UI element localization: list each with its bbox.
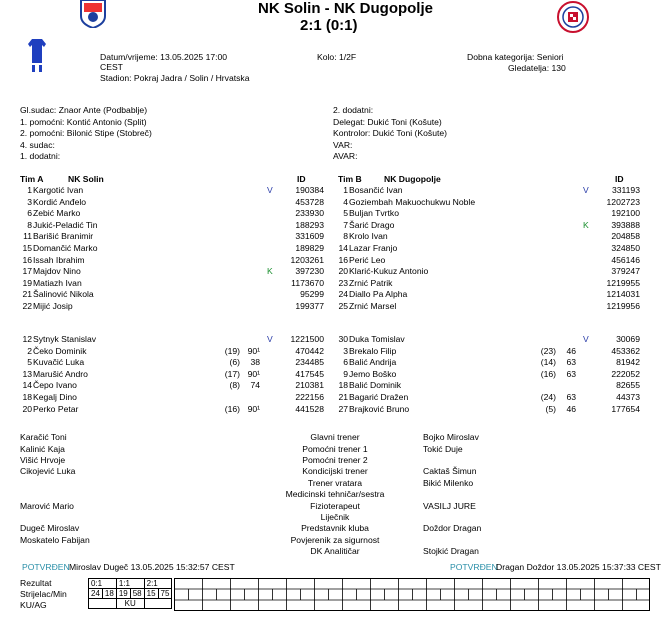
staff-away: VASILJ JURE (423, 501, 476, 511)
player-id: 331193 (611, 185, 640, 195)
attendance: Gledatelja: 130 (508, 63, 566, 73)
away-confirm-status: POTVRĐEN (450, 562, 498, 572)
player-mark: V (267, 185, 273, 195)
home-club-logo (78, 0, 108, 28)
player-id: 95299 (300, 289, 324, 300)
team-b-label: Tim B (338, 174, 362, 184)
sub-minute: 63 (566, 368, 576, 379)
player-number: 24 (338, 289, 348, 300)
staff-away: Bikić Milenko (423, 478, 474, 488)
sub-name: Kegalj Dino (33, 392, 77, 402)
sub-name: Kuvačić Luka (33, 357, 85, 368)
staff-role: DK Analitičar (310, 546, 360, 556)
player-number: 11 (23, 231, 32, 242)
sub-id: 417545 (295, 368, 324, 379)
sub-name: Balić Dominik (349, 380, 402, 391)
player-name: Jukić-Peladić Tin (33, 219, 98, 230)
player-name: Domančić Marko (33, 243, 98, 253)
sub-minute: 63 (566, 357, 576, 368)
minute-cell: 75 (158, 589, 172, 599)
player-name: Issah Ibrahim (33, 254, 85, 265)
player-number: 8 (343, 231, 348, 242)
player-id: 204858 (611, 231, 640, 242)
player-name: Zrnić Patrik (349, 277, 393, 288)
player-name: Matiazh Ivan (33, 277, 82, 288)
sub-id: 44373 (616, 392, 640, 402)
sub-id: 222156 (295, 392, 324, 402)
player-name: Goziembah Makuochukwu Noble (349, 196, 476, 207)
player-name: Klarić-Kukuz Antonio (349, 266, 429, 277)
player-name: Krolo Ivan (349, 231, 388, 242)
sub-number: 12 (22, 334, 32, 344)
official-left-line: 2. pomoćni: Bilonić Stipe (Stobreč) (20, 128, 152, 139)
sub-replaced: (16) (224, 403, 240, 414)
sub-minute: 46 (566, 345, 576, 356)
kit-icon (28, 38, 46, 74)
staff-home: Moskatelo Fabijan (20, 535, 90, 545)
official-left-line: 1. pomoćni: Kontić Antonio (Split) (20, 116, 147, 127)
player-id: 1202723 (606, 196, 640, 207)
ku-cell (144, 599, 172, 609)
player-id: 1219956 (606, 301, 640, 311)
sub-name: Bagarić Dražen (349, 392, 409, 402)
sub-replaced: (17) (224, 368, 240, 379)
player-id: 190384 (295, 185, 324, 195)
sub-replaced: (23) (540, 345, 556, 356)
player-id: 1219955 (606, 277, 640, 288)
player-number: 1 (343, 185, 348, 195)
match-round: Kolo: 1/2F (317, 52, 357, 62)
away-confirm-text: Dragan Doždor 13.05.2025 15:37:33 CEST (496, 562, 661, 572)
player-id: 188293 (295, 219, 324, 230)
player-number: 1 (27, 185, 32, 195)
sub-name: Brekalo Filip (349, 345, 397, 356)
sub-minute: 74 (250, 380, 260, 391)
away-club-logo (557, 0, 589, 34)
sub-id: 234485 (295, 357, 324, 368)
sub-name: Sytnyk Stanislav (33, 334, 97, 344)
result-cell: 2:1 (144, 579, 172, 589)
staff-role: Pomoćni trener 1 (302, 444, 368, 454)
player-id: 199377 (295, 301, 324, 311)
sub-name: Perko Petar (33, 403, 79, 414)
home-confirm-status: POTVRĐEN (22, 562, 70, 572)
player-number: 8 (27, 219, 32, 230)
sub-id: 210381 (295, 380, 324, 391)
official-right-line: Delegat: Dukić Toni (Košute) (333, 116, 442, 127)
score-table (88, 578, 172, 609)
sub-replaced: (24) (540, 392, 556, 402)
player-number: 15 (22, 243, 32, 253)
score-grid-empty (174, 578, 650, 611)
sub-minute: 38 (250, 357, 260, 368)
minute-cell: 58 (130, 589, 144, 599)
official-right-line: AVAR: (333, 151, 358, 162)
player-id: 192100 (611, 208, 640, 219)
sub-number: 18 (338, 380, 348, 391)
score-label-scorer: Strijelac/Min (20, 589, 67, 599)
player-mark: V (583, 185, 589, 195)
home-confirm-text: Miroslav Dugeč 13.05.2025 15:32:57 CEST (69, 562, 235, 572)
score-label-result: Rezultat (20, 578, 52, 588)
sub-number: 14 (22, 380, 32, 391)
player-id: 324850 (611, 243, 640, 253)
sub-id: 453362 (611, 345, 640, 356)
sub-minute: 46 (566, 403, 576, 414)
sub-number: 9 (343, 368, 348, 379)
staff-away: Bojko Miroslav (423, 432, 479, 442)
player-name: Šalinović Nikola (33, 289, 94, 300)
player-name: Zebić Marko (33, 208, 81, 219)
sub-number: 2 (27, 345, 32, 356)
sub-minute: 90¹ (247, 345, 260, 356)
player-id: 379247 (611, 266, 640, 277)
staff-home: Cikojević Luka (20, 466, 76, 476)
player-number: 25 (338, 301, 348, 311)
player-number: 17 (22, 266, 32, 277)
sub-minute: 63 (566, 392, 576, 402)
result-cell: 0:1 (89, 579, 117, 589)
sub-name: Brajković Bruno (349, 403, 410, 414)
sub-number: 5 (27, 357, 32, 368)
scorer-cell: 15 (144, 589, 158, 599)
team-a-id-header: ID (297, 174, 306, 184)
player-mark: K (583, 219, 589, 230)
player-id: 1203261 (290, 254, 324, 265)
player-id: 456146 (611, 254, 640, 265)
age-category: Dobna kategorija: Seniori (467, 52, 564, 62)
player-id: 189829 (295, 243, 324, 253)
player-name: Šarić Drago (349, 219, 395, 230)
official-right-line: 2. dodatni: (333, 105, 374, 115)
player-number: 16 (22, 254, 32, 265)
player-name: Mijić Josip (33, 301, 73, 311)
sub-id: 81942 (616, 357, 640, 368)
official-right-line: VAR: (333, 139, 353, 150)
staff-away: Tokić Duje (423, 444, 463, 454)
staff-home: Višić Hrvoje (20, 455, 66, 465)
sub-minute: 90¹ (247, 403, 260, 414)
player-id: 393888 (611, 219, 640, 230)
ku-cell: KU (116, 599, 144, 609)
staff-away: Stojkić Dragan (423, 546, 479, 556)
staff-away: Doždor Dragan (423, 523, 482, 533)
match-datetime-tz: CEST (100, 62, 123, 72)
scorer-cell: 24 (89, 589, 103, 599)
player-number: 20 (338, 266, 348, 277)
player-number: 14 (338, 243, 348, 253)
staff-role: Pomoćni trener 2 (302, 455, 368, 465)
player-name: Perić Leo (349, 254, 386, 265)
team-b-name: NK Dugopolje (384, 174, 441, 184)
player-name: Kordić Anđelo (33, 196, 87, 207)
staff-role: Glavni trener (310, 432, 360, 442)
scorer-cell: 19 (116, 589, 130, 599)
team-a-name: NK Solin (68, 174, 104, 184)
sub-mark: V (267, 334, 273, 344)
sub-id: 441528 (295, 403, 324, 414)
player-id: 1214031 (606, 289, 640, 300)
sub-minute: 90¹ (247, 368, 260, 379)
staff-role: Povjerenik za sigurnost (290, 535, 380, 545)
player-number: 16 (338, 254, 348, 265)
sub-replaced: (6) (229, 357, 240, 368)
ku-cell (89, 599, 117, 609)
sub-name: Duka Tomislav (349, 334, 405, 344)
sub-replaced: (8) (229, 380, 240, 391)
player-id: 233930 (295, 208, 324, 219)
sub-number: 20 (22, 403, 32, 414)
player-id: 397230 (295, 266, 324, 277)
sub-name: Marušić Andro (33, 368, 88, 379)
staff-role: Medicinski tehničar/sestra (285, 489, 385, 499)
match-stadium: Stadion: Pokraj Jadra / Solin / Hrvatska (100, 73, 250, 83)
staff-away: Caktaš Šimun (423, 466, 477, 476)
official-right-line: Kontrolor: Dukić Toni (Košute) (333, 128, 447, 139)
sub-id: 177654 (611, 403, 640, 414)
player-name: Buljan Tvrtko (349, 208, 399, 219)
sub-number: 30 (338, 334, 348, 344)
team-a-label: Tim A (20, 174, 44, 184)
player-number: 3 (27, 196, 32, 207)
sub-number: 13 (22, 368, 32, 379)
player-number: 6 (27, 208, 32, 219)
player-number: 21 (22, 289, 32, 300)
sub-mark: V (583, 334, 589, 344)
staff-role: Kondicijski trener (302, 466, 368, 476)
staff-home: Kalinić Kaja (20, 444, 65, 454)
match-title: NK Solin - NK Dugopolje (258, 0, 433, 17)
sub-id: 1221500 (290, 334, 324, 344)
sub-number: 18 (22, 392, 32, 402)
official-left-line: Gl.sudac: Znaor Ante (Podbablje) (20, 105, 148, 115)
sub-name: Čepo Ivano (33, 380, 77, 391)
minute-cell: 18 (102, 589, 116, 599)
sub-replaced: (19) (224, 345, 240, 356)
player-mark: K (267, 266, 273, 277)
official-left-line: 4. sudac: (20, 139, 55, 150)
player-name: Zrnić Marsel (349, 301, 397, 311)
player-number: 7 (343, 219, 348, 230)
player-number: 5 (343, 208, 348, 219)
match-score: 2:1 (0:1) (300, 17, 358, 34)
player-number: 4 (343, 196, 348, 207)
staff-role: Trener vratara (307, 478, 363, 488)
sub-number: 21 (338, 392, 348, 402)
player-name: Barišić Branimir (33, 231, 94, 242)
staff-home: Karačić Toni (20, 432, 67, 442)
sub-id: 222052 (611, 368, 640, 379)
result-cell: 1:1 (116, 579, 144, 589)
team-b-id-header: ID (615, 174, 624, 184)
official-left-line: 1. dodatni: (20, 151, 61, 162)
staff-role: Fizioterapeut (310, 501, 360, 511)
player-number: 23 (338, 277, 348, 288)
sub-id: 470442 (295, 345, 324, 356)
player-id: 453728 (295, 196, 324, 207)
sub-name: Čeko Dominik (33, 345, 87, 356)
sub-replaced: (16) (540, 368, 556, 379)
player-name: Bosančić Ivan (349, 185, 403, 195)
player-number: 22 (22, 301, 32, 311)
sub-name: Balić Andrija (349, 357, 397, 368)
sub-number: 27 (338, 403, 348, 414)
staff-role: Liječnik (320, 512, 350, 522)
player-name: Kargotić Ivan (33, 185, 84, 195)
sub-id: 30069 (616, 334, 640, 344)
player-number: 19 (22, 277, 32, 288)
sub-id: 82655 (616, 380, 640, 391)
player-id: 331609 (295, 231, 324, 242)
sub-number: 3 (343, 345, 348, 356)
sub-name: Jemo Boško (349, 368, 397, 379)
player-name: Majdov Nino (33, 266, 81, 277)
staff-home: Marović Mario (20, 501, 74, 511)
sub-replaced: (5) (545, 403, 556, 414)
player-id: 1173670 (291, 277, 324, 288)
player-name: Lazar Franjo (349, 243, 398, 253)
match-datetime: Datum/vrijeme: 13.05.2025 17:00 (100, 52, 228, 62)
sub-number: 6 (343, 357, 348, 368)
staff-role: Predstavnik kluba (301, 523, 369, 533)
player-name: Diallo Pa Alpha (349, 289, 408, 300)
sub-replaced: (14) (540, 357, 556, 368)
staff-home: Dugeč Miroslav (20, 523, 80, 533)
score-label-ku: KU/AG (20, 600, 47, 610)
